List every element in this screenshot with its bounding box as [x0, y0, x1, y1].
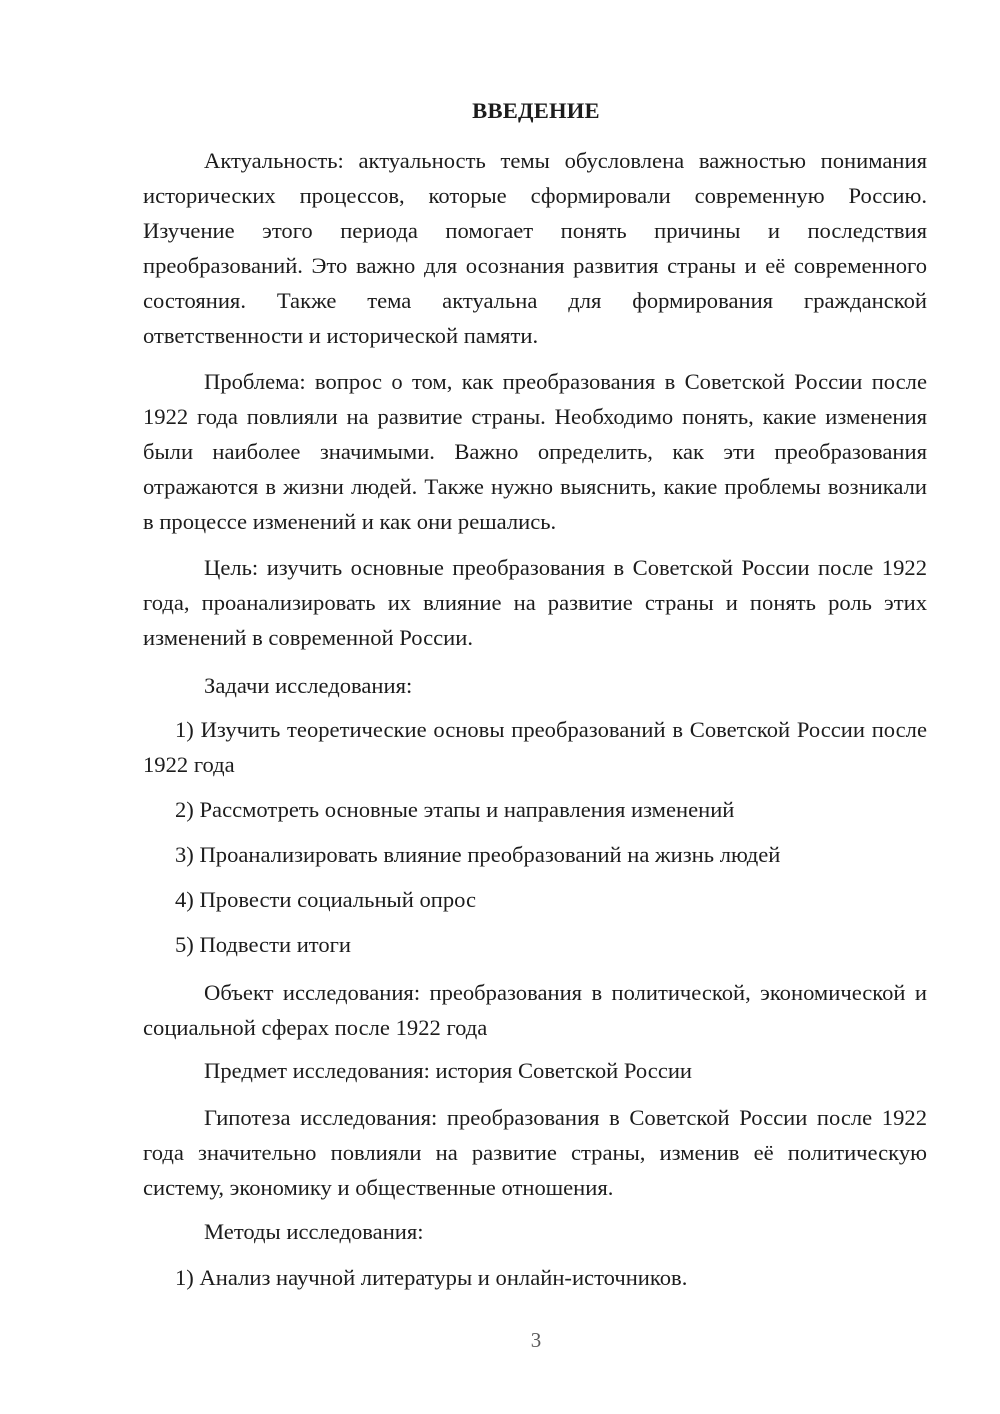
- task-item-2: 2) Рассмотреть основные этапы и направления изменений: [175, 797, 735, 822]
- section-title: ВВЕДЕНИЕ: [472, 98, 600, 123]
- method-item-1: 1) Анализ научной литературы и онлайн-источников.: [175, 1265, 688, 1290]
- relevance-paragraph: Актуальность: актуальность темы обусловлена важностью понимания исторических процессов, которые сформировали современную Россию. Изучение этого периода помогает понять причины и последствия преобразований. Это важно для осознания развития страны и её современного состояния. Также тема актуальна для формирования гражданской ответственности и исторической памяти.: [143, 148, 927, 348]
- problem-paragraph: Проблема: вопрос о том, как преобразования в Советской России после 1922 года повлияли на развитие страны. Необходимо понять, какие изменения были наиболее значимыми. Важно определить, как эти преобразования отражаются в жизни людей. Также нужно выяснить, какие проблемы возникали в процессе изменений и как они решались.: [143, 369, 927, 534]
- methods-heading: Методы исследования:: [204, 1219, 424, 1244]
- subject-paragraph: Предмет исследования: история Советской России: [204, 1058, 693, 1083]
- task-item-1: 1) Изучить теоретические основы преобразований в Советской России после 1922 года: [143, 717, 927, 777]
- object-paragraph: Объект исследования: преобразования в политической, экономической и социальной сферах после 1922 года: [143, 980, 927, 1040]
- task-item-4: 4) Провести социальный опрос: [175, 887, 477, 912]
- hypothesis-paragraph: Гипотеза исследования: преобразования в Советской России после 1922 года значительно повлияли на развитие страны, изменив её политическую систему, экономику и общественные отношения.: [143, 1105, 927, 1200]
- task-item-3: 3) Проанализировать влияние преобразований на жизнь людей: [175, 842, 781, 867]
- page-number: 3: [530, 1328, 542, 1352]
- tasks-heading: Задачи исследования:: [204, 673, 413, 698]
- goal-paragraph: Цель: изучить основные преобразования в Советской России после 1922 года, проанализировать их влияние на развитие страны и понять роль этих изменений в современной России.: [143, 555, 927, 650]
- task-item-5: 5) Подвести итоги: [175, 932, 352, 957]
